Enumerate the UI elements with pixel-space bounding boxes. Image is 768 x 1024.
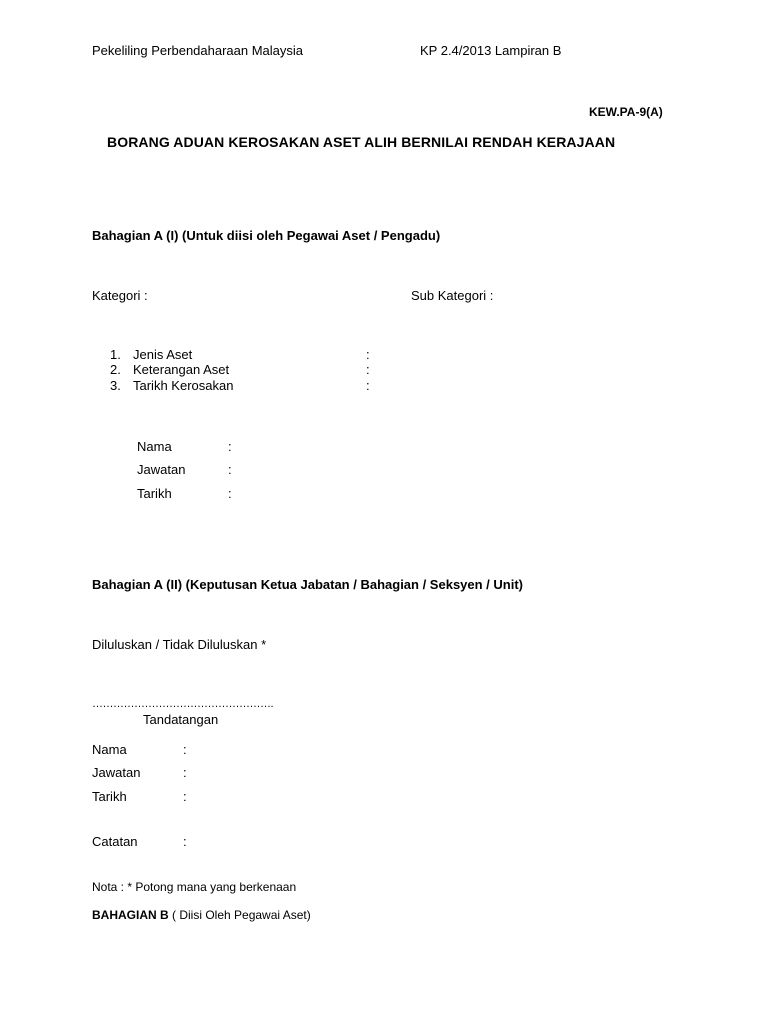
jawatan-colon: : [228,462,232,477]
nama-colon: : [183,742,187,757]
approval-decision: Diluluskan / Tidak Diluluskan * [92,637,267,652]
catatan-label: Catatan [92,834,138,849]
signature-line: ……………………………………………. [92,698,274,710]
section-a2-heading: Bahagian A (II) (Keputusan Ketua Jabatan / Bahagian / Seksyen / Unit) [92,577,524,592]
section-b-heading-rest: ( Diisi Oleh Pegawai Aset) [168,908,311,922]
list-item-number: 3. [110,378,121,393]
tarikh-colon: : [228,486,232,501]
tarikh-label: Tarikh [137,486,172,501]
keterangan-aset-label: Keterangan Aset [133,362,230,377]
kategori-label: Kategori : [92,288,148,303]
nama-label: Nama [92,742,127,757]
section-b-heading [92,908,311,922]
list-item-number: 1. [110,347,121,362]
jawatan-label: Jawatan [92,765,141,780]
jawatan-colon: : [183,765,187,780]
section-a1-heading: Bahagian A (I) (Untuk diisi oleh Pegawai Aset / Pengadu) [92,228,441,243]
jenis-aset-label: Jenis Aset [133,347,193,362]
header-circular-name: Pekeliling Perbendaharaan Malaysia [92,43,304,58]
jenis-aset-colon: : [366,347,370,362]
tarikh-kerosakan-label: Tarikh Kerosakan [133,378,234,393]
signature-label: Tandatangan [143,712,219,727]
header-reference: KP 2.4/2013 Lampiran B [420,43,562,58]
list-item-number: 2. [110,362,121,377]
tarikh-kerosakan-colon: : [366,378,370,393]
nama-colon: : [228,439,232,454]
nama-label: Nama [137,439,172,454]
sub-kategori-label: Sub Kategori : [411,288,494,303]
tarikh-colon: : [183,789,187,804]
tarikh-label: Tarikh [92,789,127,804]
jawatan-label: Jawatan [137,462,186,477]
section-b-heading-bold: BAHAGIAN B [92,908,169,922]
form-code: KEW.PA-9(A) [589,105,663,119]
keterangan-aset-colon: : [366,362,370,377]
footnote: Nota : * Potong mana yang berkenaan [92,880,297,894]
catatan-colon: : [183,834,187,849]
form-title: BORANG ADUAN KEROSAKAN ASET ALIH BERNILAI RENDAH KERAJAAN [107,134,616,150]
